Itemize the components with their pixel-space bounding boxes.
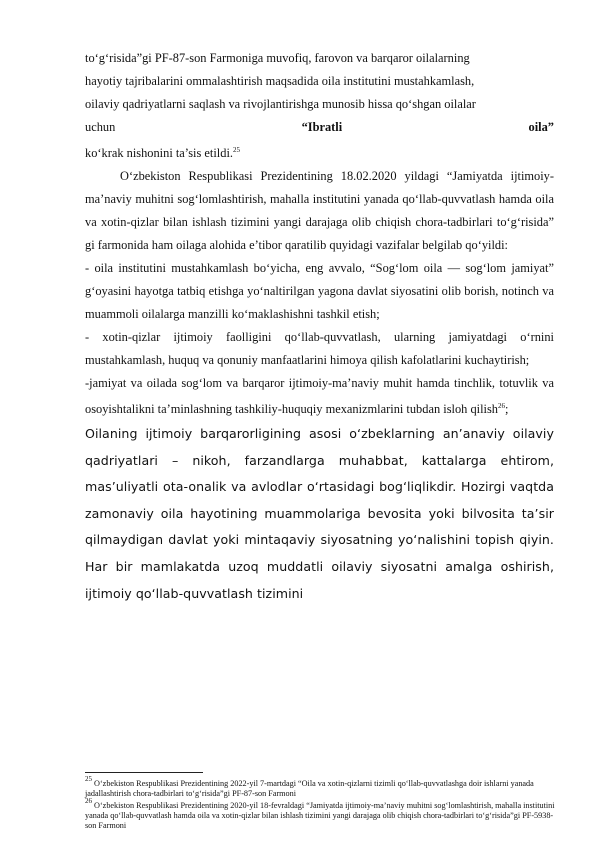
paragraph-1-last-line — [85, 139, 554, 165]
paragraph-2: O‘zbekiston Respublikasi Prezidentining 18.02.2020 yildagi “Jamiyatda ijtimoiy-ma’naviy muhitni sog‘lomlashtirish, mahalla institutini yanada qo‘llab-quvvatlash hamda oila va xotin-qizlar bilan ishlash tizimini yangi darajaga olib chiqish chora-tadbirlari to‘g‘risida” gi farmonida ham oilaga alohida e’tibor qaratilib quyidagi vazifalar belgilab qo‘yildi: — [85, 169, 554, 252]
paragraph-1-line-2: hayotiy tajribalarini ommalashtirish maqsadida oila institutini mustahkamlash, — [85, 74, 475, 88]
paragraph-1-last-text: ko‘krak nishonini ta’sis etildi. — [85, 146, 233, 160]
list-item-3-tail: ; — [504, 402, 509, 416]
word-ibratli: “Ibratli — [301, 120, 343, 134]
footnote-25-number: 25 — [85, 775, 92, 783]
footnote-separator — [85, 772, 203, 773]
footnote-26-number: 26 — [85, 797, 92, 805]
sans-paragraph: Oilaning ijtimoiy barqarorligining asosi o‘zbeklarning an’anaviy oilaviy qadriyatlari – nikoh, farzandlarga muhabbat, kattalarga ehtirom, mas’uliyatli ota-onalik va avlodlar o‘rtasidagi bog‘liqlikdir. Hozirgi vaqtda zamonaviy oila hayotining muammolariga bevosita yoki bilvosita ta’sir qilmaydigan davlat yoki mintaqaviy siyosatning yo‘nalishini topish qiyin. Har bir mamlakatda uzoq muddatli oilaviy siyosatni amalga oshirish, ijtimoiy qo‘llab-quvvatlash tizimini — [85, 426, 554, 601]
footnote-26-text: O‘zbekiston Respublikasi Prezidentining 2020-yil 18-fevraldagi “Jamiyatda ijtimoiy-ma’naviy muhitni sog‘lomlashtirish, mahalla institutini yanada qo‘llab-quvvatlash hamda oila va xotin-qizlar bilan ishlash tizimini yangi darajaga olib chiqish chora-tadbirlari to‘g‘risida”gi PF-5938-son Farmoni — [85, 801, 555, 831]
paragraph-1-line-3: oilaviy qadriyatlarni saqlash va rivojlantirishga munosib hissa qo‘shgan oilalar — [85, 97, 476, 111]
list-item-1: - oila institutini mustahkamlash bo‘yicha, eng avvalo, “Sog‘lom oila — sog‘lom jamiyat” g‘oyasini hayotga tatbiq etishga yo‘naltirilgan yagona davlat siyosatini olib borish, notinch va muammoli oilalarga manzilli ko‘maklashishni tashkil etish; — [85, 261, 554, 321]
paragraph-1-line-1: to‘g‘risida”gi PF-87-son Farmoniga muvofiq, farovon va barqaror oilalarning — [85, 51, 470, 65]
page-body — [85, 47, 554, 607]
footnote-25-text: O‘zbekiston Respublikasi Prezidentining 2022-yil 7-martdagi “Oila va xotin-qizlarni tizimli qo‘llab-quvvatlashga doir ishlarni yanada jadallashtirish chora-tadbirlari to‘g‘risida”gi PF-87-son Farmoni — [85, 779, 534, 799]
footnote-26 — [85, 796, 555, 832]
list-item-3 — [85, 372, 554, 421]
list-item-3-text: -jamiyat va oilada sog‘lom va barqaror ijtimoiy-ma’naviy muhit hamda tinchlik, totuvlik va osoyishtalikni ta’minlashning tashkiliy-huquqiy mexanizmlarini tubdan isloh qilish — [85, 376, 554, 416]
list-item-2: - xotin-qizlar ijtimoiy faolligini qo‘llab-quvvatlash, ularning jamiyatdagi o‘rnini mustahkamlash, huquq va qonuniy manfaatlarini himoya qilish kafolatlarini kuchaytirish; — [85, 330, 554, 367]
footnote-ref-26[interactable]: 26 — [497, 402, 505, 410]
footnote-ref-25[interactable]: 25 — [233, 146, 240, 154]
paragraph-1-line-4 — [85, 116, 554, 139]
word-uchun: uchun — [85, 120, 116, 134]
word-oila: oila” — [528, 120, 554, 134]
